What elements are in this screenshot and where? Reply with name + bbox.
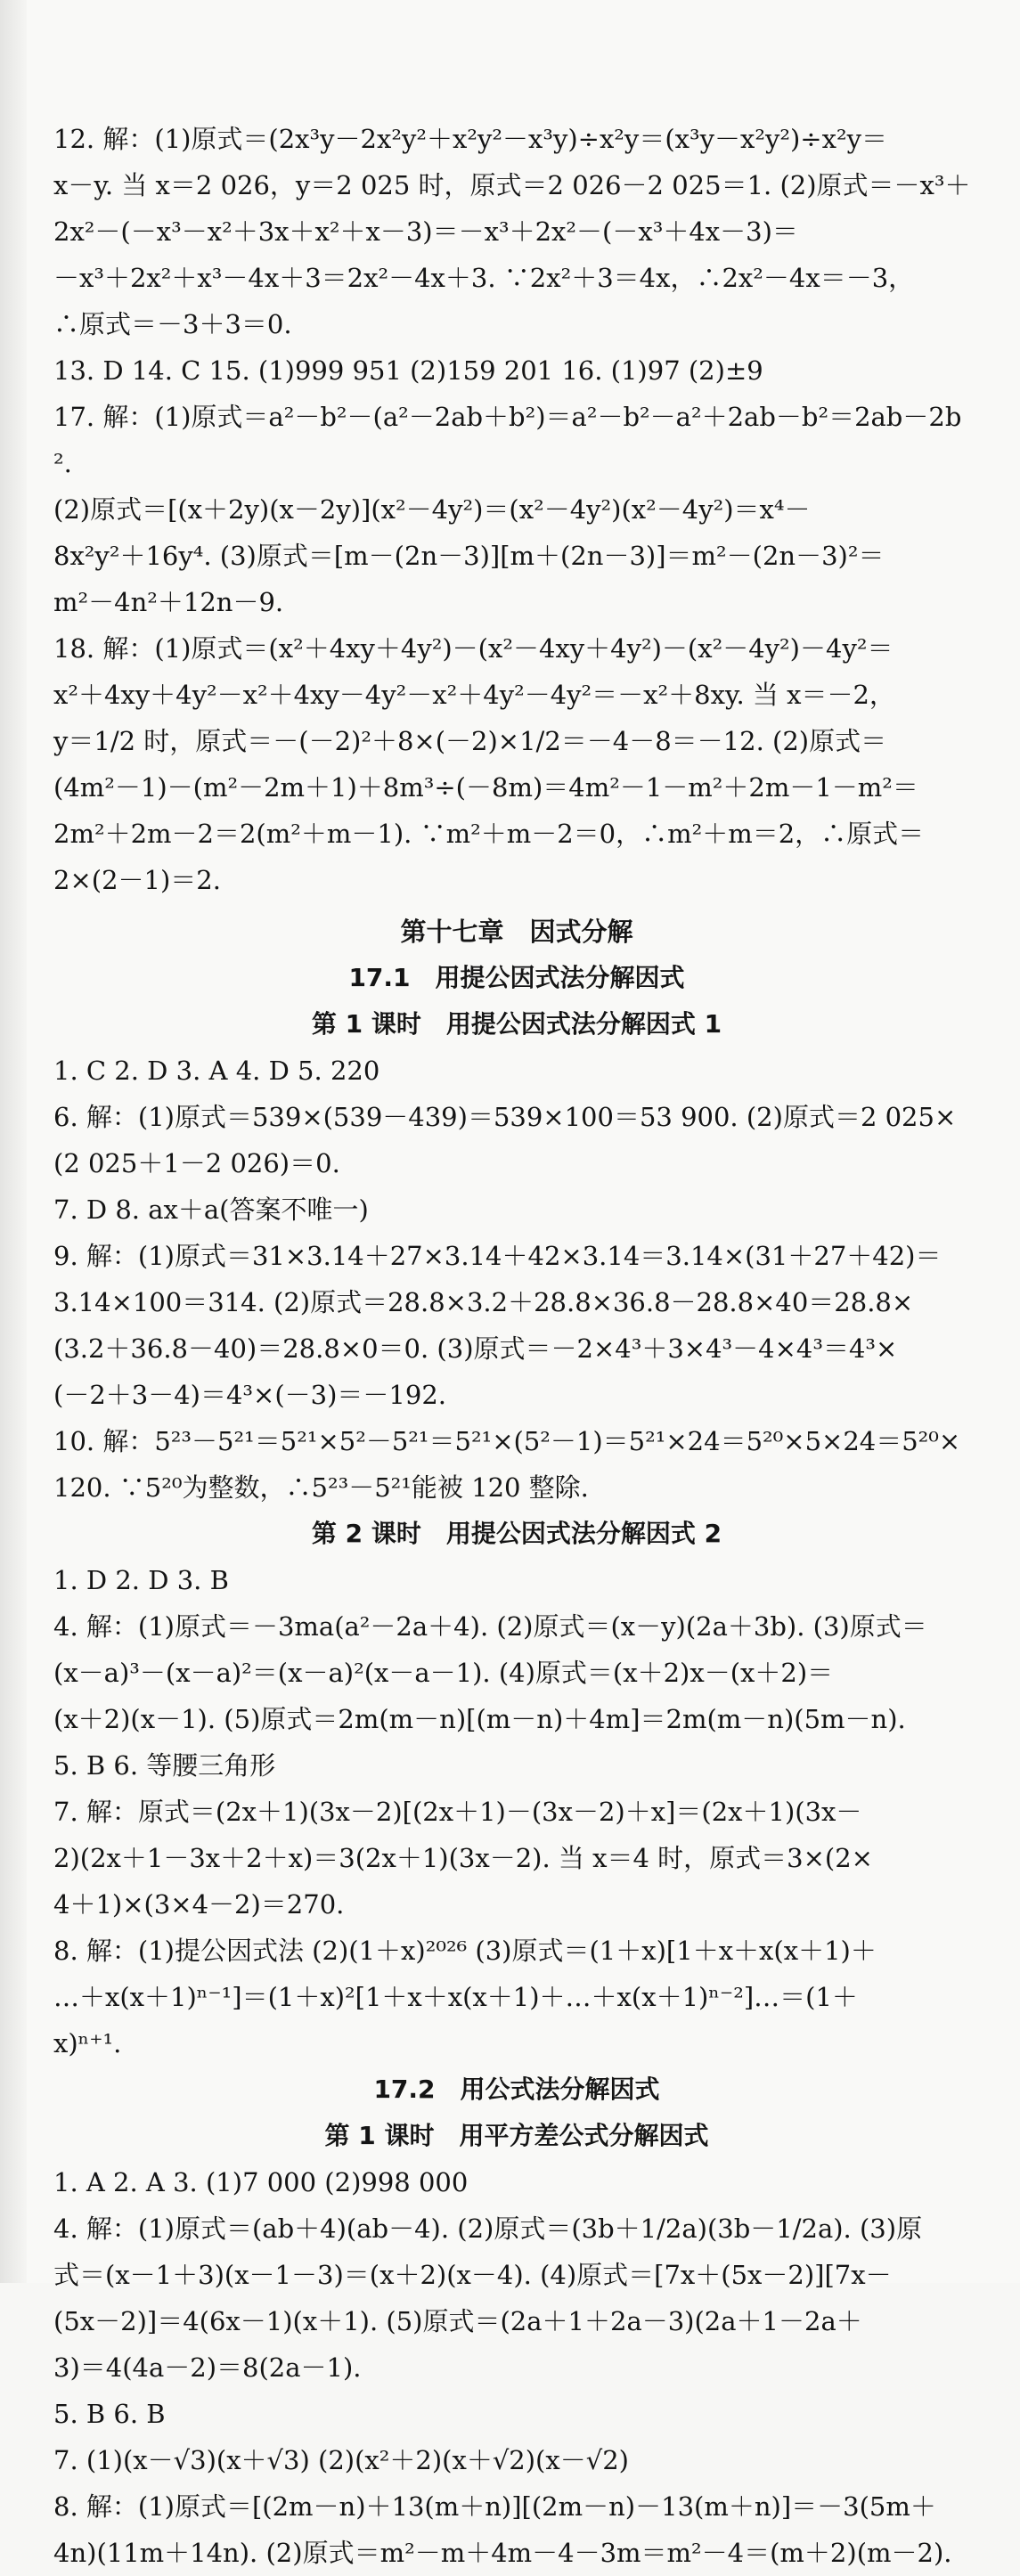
answer-line: 8x²y²＋16y⁴. (3)原式＝[m－(2n－3)][m＋(2n－3)]＝m²－(2n－3)²＝ [53,541,885,571]
answer-line: －x³＋2x²＋x³－4x＋3＝2x²－4x＋3. ∵2x²＋3＝4x，∴2x²－4x＝－3， [53,263,915,293]
lesson-title: 第 2 课时 用提公因式法分解因式 2 [311,1519,722,1548]
answer-line: 5. B 6. 等腰三角形 [53,1750,276,1781]
answer-line: 4. 解：(1)原式＝(ab＋4)(ab－4). (2)原式＝(3b＋1/2a)(3b－1/2a). (3)原 [53,2213,923,2244]
answer-line: (2)原式＝[(x＋2y)(x－2y)](x²－4y²)＝(x²－4y²)(x²－4y²)＝x⁴－ [53,494,811,525]
answer-line: 4＋1)×(3×4－2)＝270. [53,1889,345,1920]
answer-line: 4. 解：(1)原式＝－3ma(a²－2a＋4). (2)原式＝(x－y)(2a＋3b). (3)原式＝ [53,1611,927,1642]
answer-line: 7. (1)(x－√3)(x＋√3) (2)(x²＋2)(x＋√2)(x－√2) [53,2445,629,2475]
answer-line: 3.14×100＝314. (2)原式＝28.8×3.2＋28.8×36.8－28.8×40＝28.8× [53,1287,914,1317]
lesson-1-1-answers [53,1048,980,1511]
answer-line: 120. ∵5²⁰为整数，∴5²³－5²¹能被 120 整除. [53,1472,589,1503]
answer-line: 5. B 6. B [53,2399,166,2429]
section-title: 17.1 用提公因式法分解因式 [348,963,685,992]
answer-line: 1. C 2. D 3. A 4. D 5. 220 [53,1056,380,1086]
answer-line: (x＋2)(x－1). (5)原式＝2m(m－n)[(m－n)＋4m]＝2m(m－n)(5m－n). [53,1704,906,1734]
answer-line: 9. 解：(1)原式＝31×3.14＋27×3.14＋42×3.14＝3.14×(31＋27＋42)＝ [53,1241,942,1271]
answer-line: 3)＝4(4a－2)＝8(2a－1). [53,2352,362,2383]
answer-line: 2x²－(－x³－x²＋3x＋x²＋x－3)＝－x³＋2x²－(－x³＋4x－3)＝ [53,216,798,247]
answer-line: 6. 解：(1)原式＝539×(539－439)＝539×100＝53 900. (2)原式＝2 025× [53,1102,957,1132]
page-binding-edge [0,0,27,2283]
answer-line: x)ⁿ⁺¹. [53,2028,122,2058]
answer-content [53,116,980,2576]
chapter-title: 第十七章 因式分解 [400,917,633,947]
answer-line: m²－4n²＋12n－9. [53,587,284,617]
answer-line: 13. D 14. C 15. (1)999 951 (2)159 201 16. (1)97 (2)±9 [53,355,763,386]
answer-line: 18. 解：(1)原式＝(x²＋4xy＋4y²)－(x²－4xy＋4y²)－(x²－4y²)－4y²＝ [53,633,894,664]
answer-line: 8. 解：(1)原式＝[(2m－n)＋13(m＋n)][(2m－n)－13(m＋n)]＝－3(5m＋ [53,2491,936,2522]
answer-line: 1. D 2. D 3. B [53,1565,229,1595]
answer-line: (3.2＋36.8－40)＝28.8×0＝0. (3)原式＝－2×4³＋3×4³－4×4³＝4³× [53,1333,898,1364]
answer-line: 2)(2x＋1－3x＋2＋x)＝3(2x＋1)(3x－2). 当 x＝4 时，原式＝3×(2× [53,1843,873,1873]
answer-line: 2×(2－1)＝2. [53,865,221,895]
lesson-1-2-answers [53,1557,980,2067]
answer-line: x－y. 当 x＝2 026，y＝2 025 时，原式＝2 026－2 025＝1. (2)原式＝－x³＋ [53,170,971,200]
answer-line: (5x－2)]＝4(6x－1)(x＋1). (5)原式＝(2a＋1＋2a－3)(2a＋1－2a＋ [53,2306,862,2336]
lesson-2-1-answers [53,2159,980,2576]
answer-line: 1. A 2. A 3. (1)7 000 (2)998 000 [53,2167,469,2197]
answer-line: (4m²－1)－(m²－2m＋1)＋8m³÷(－8m)＝4m²－1－m²＋2m－1－m²＝ [53,772,918,803]
answer-line: (－2＋3－4)＝4³×(－3)＝－192. [53,1380,447,1410]
answer-line: ∴原式＝－3＋3＝0. [53,309,292,339]
answer-line: …＋x(x＋1)ⁿ⁻¹]＝(1＋x)²[1＋x＋x(x＋1)＋…＋x(x＋1)ⁿ⁻²]…＝(1＋ [53,1982,858,2012]
answer-line: 7. D 8. ax＋a(答案不唯一) [53,1194,369,1225]
answer-line: 2m²＋2m－2＝2(m²＋m－1). ∵m²＋m－2＝0，∴m²＋m＝2，∴原式＝ [53,819,925,849]
answer-line: 8. 解：(1)提公因式法 (2)(1＋x)²⁰²⁶ (3)原式＝(1＋x)[1＋x＋x(x＋1)＋ [53,1936,877,1966]
answer-line: 式＝(x－1＋3)(x－1－3)＝(x＋2)(x－4). (4)原式＝[7x＋(5x－2)][7x－ [53,2260,892,2290]
lesson-title: 第 1 课时 用平方差公式分解因式 [324,2121,709,2150]
answers-top-block [53,116,980,903]
answer-line: 10. 解：5²³－5²¹＝5²¹×5²－5²¹＝5²¹×(5²－1)＝5²¹×24＝5²⁰×5×24＝5²⁰× [53,1426,961,1456]
answer-line: y＝1/2 时，原式＝－(－2)²＋8×(－2)×1/2＝－4－8＝－12. (2)原式＝ [53,726,887,756]
answer-line: 12. 解：(1)原式＝(2x³y－2x²y²＋x²y²－x³y)÷x²y＝(x³y－x²y²)÷x²y＝ [53,124,887,154]
answer-line: x²＋4xy＋4y²－x²＋4xy－4y²－x²＋4y²－4y²＝－x²＋8xy. 当 x＝－2， [53,680,895,710]
answer-line: (x－a)³－(x－a)²＝(x－a)²(x－a－1). (4)原式＝(x＋2)x－(x＋2)＝ [53,1658,834,1688]
answer-line: 17. 解：(1)原式＝a²－b²－(a²－2ab＋b²)＝a²－b²－a²＋2ab－b²＝2ab－2b². [53,402,962,478]
answer-line: 4n)(11m＋14n). (2)原式＝m²－m＋4m－4－3m＝m²－4＝(m＋2)(m－2). [53,2538,952,2568]
answer-line: (2 025＋1－2 026)＝0. [53,1148,340,1178]
section-title: 17.2 用公式法分解因式 [373,2075,660,2104]
answer-line: 7. 解：原式＝(2x＋1)(3x－2)[(2x＋1)－(3x－2)＋x]＝(2x＋1)(3x－ [53,1797,862,1827]
lesson-title: 第 1 课时 用提公因式法分解因式 1 [311,1009,722,1039]
